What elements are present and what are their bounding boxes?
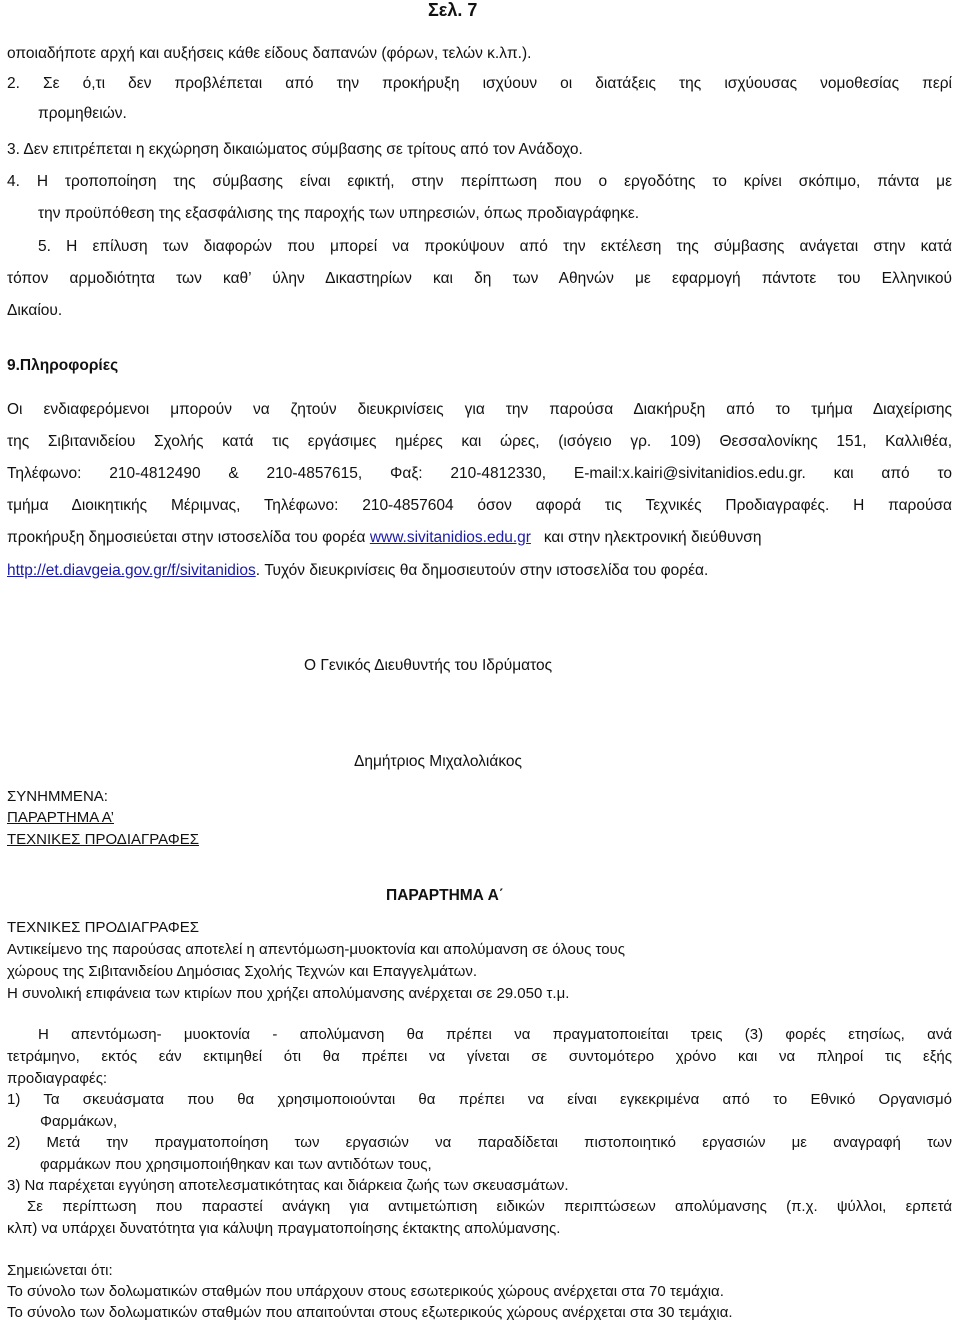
info-heading: 9.Πληροφορίες — [7, 357, 119, 374]
clause-5: 5. Η επίλυση των διαφορών που μπορεί να προκύψουν από την εκτέλεση της σύμβασης ανάγεται στην κατά — [38, 238, 952, 255]
attachment-item: ΠΑΡΑΡΤΗΜΑ Α’ — [7, 809, 114, 826]
annex-text: τετράμηνο, εκτός εάν εκτιμηθεί ότι θα πρέπει να γίνεται σε συντομότερο χρόνο και να πληροί τις εξής — [7, 1048, 952, 1065]
spec-item-cont: Φαρμάκων, — [40, 1113, 118, 1130]
spec-item: 2) Μετά την πραγματοποίηση των εργασιών να παραδίδεται πιστοποιητικό εργασιών με αναγραφή των — [7, 1134, 952, 1151]
clause-5-cont: τόπον αρμοδιότητα των καθ’ ύλην Δικαστηρίων και δη των Αθηνών με εφαρμογή πάντοτε του Ελληνικού — [7, 270, 952, 287]
info-line: της Σιβιτανιδείου Σχολής κατά τις εργάσιμες ημέρες και ώρες, (ισόγειο γρ. 109) Θεσσαλονίκης 151, Καλλιθέα, — [7, 433, 952, 450]
annex-text: Η συνολική επιφάνεια των κτιρίων που χρήζει απολύμανσης ανέρχεται σε 29.050 τ.μ. — [7, 985, 570, 1002]
annex-text: χώρους της Σιβιτανιδείου Δημόσιας Σχολής Τεχνών και Επαγγελμάτων. — [7, 963, 477, 980]
attachment-item: ΤΕΧΝΙΚΕΣ ΠΡΟΔΙΑΓΡΑΦΕΣ — [7, 831, 199, 848]
info-line: Οι ενδιαφερόμενοι μπορούν να ζητούν διευκρινίσεις για την παρούσα Διακήρυξη από το τμήμα Διαχείρισης — [7, 401, 952, 418]
spec-item: 3) Να παρέχεται εγγύηση αποτελεσματικότητας και διάρκεια ζωής των σκευασμάτων. — [7, 1177, 569, 1194]
note-label: Σημειώνεται ότι: — [7, 1262, 113, 1279]
annex-text: κλπ) να υπάρχει δυνατότητα για κάλυψη πραγματοποίησης έκτακτης απολύμανσης. — [7, 1220, 561, 1237]
info-text: προκήρυξη δημοσιεύεται στην ιστοσελίδα του φορέα — [7, 529, 366, 546]
signatory-role: Ο Γενικός Διευθυντής του Ιδρύματος — [304, 657, 553, 674]
clause-5-end: Δικαίου. — [7, 302, 63, 319]
note-line: Το σύνολο των δολωματικών σταθμών που απαιτούνται στους εξωτερικούς χώρους ανέρχεται στα 30 τεμάχια. — [7, 1304, 733, 1321]
annex-subtitle: ΤΕΧΝΙΚΕΣ ΠΡΟΔΙΑΓΡΑΦΕΣ — [7, 919, 199, 936]
info-line: τμήμα Διοικητικής Μέριμνας, Τηλέφωνο: 210-4857604 όσον αφορά τις Τεχνικές Προδιαγραφές. Η παρούσα — [7, 497, 952, 514]
annex-text: προδιαγραφές: — [7, 1070, 108, 1087]
clause-3: 3. Δεν επιτρέπεται η εκχώρηση δικαιώματος σύμβασης σε τρίτους από τον Ανάδοχο. — [7, 141, 583, 158]
page-number: Σελ. 7 — [428, 0, 478, 20]
spec-item: 1) Τα σκευάσματα που θα χρησιμοποιούνται θα πρέπει να είναι εγκεκριμένα από το Εθνικό Οργανισμό — [7, 1091, 952, 1108]
clause-2-cont: προμηθειών. — [38, 105, 127, 122]
annex-text: Αντικείμενο της παρούσας αποτελεί η απεντόμωση-μυοκτονία και απολύμανση σε όλους τους — [7, 941, 625, 958]
website-link[interactable]: www.sivitanidios.edu.gr — [369, 529, 531, 546]
annex-text: Η απεντόμωση- μυοκτονία - απολύμανση θα πρέπει να πραγματοποιείται τρεις (3) φορές ετησίως, ανά — [38, 1026, 952, 1043]
spec-item-cont: φαρμάκων που χρησιμοποιήθηκαν και των αντιδότων τους, — [40, 1156, 432, 1173]
info-line — [7, 561, 708, 581]
clause-2: 2. Σε ό,τι δεν προβλέπεται από την προκήρυξη ισχύουν οι διατάξεις της ισχύουσας νομοθεσίας περί — [7, 75, 952, 92]
clause-text: οποιαδήποτε αρχή και αυξήσεις κάθε είδους δαπανών (φόρων, τελών κ.λπ.). — [7, 45, 532, 62]
info-text: και στην ηλεκτρονική διεύθυνση — [543, 529, 762, 546]
diavgeia-link[interactable]: http://et.diavgeia.gov.gr/f/sivitanidios — [7, 562, 256, 579]
info-line — [7, 528, 761, 548]
attachments-label: ΣΥΝΗΜΜΕΝΑ: — [7, 788, 108, 805]
info-line: Τηλέφωνο: 210-4812490 & 210-4857615, Φαξ: 210-4812330, E-mail:x.kairi@sivitanidios.edu.gr. και από το — [7, 465, 952, 482]
annex-title: ΠΑΡΑΡΤΗΜΑ Α΄ — [386, 887, 504, 904]
signatory-name: Δημήτριος Μιχαλολιάκος — [354, 753, 522, 770]
clause-4: 4. Η τροποποίηση της σύμβασης είναι εφικτή, στην περίπτωση που ο εργοδότης το κρίνει σκόπιμο, πάντα με — [7, 173, 952, 190]
clause-4-cont: την προϋπόθεση της εξασφάλισης της παροχής των υπηρεσιών, όπως προδιαγράφηκε. — [38, 205, 640, 222]
annex-text: Σε περίπτωση που παραστεί ανάγκη για αντιμετώπιση ειδικών περιπτώσεων απολύμανσης (π.χ. ψύλλοι, ερπετά — [27, 1198, 952, 1215]
note-line: Το σύνολο των δολωματικών σταθμών που υπάρχουν στους εσωτερικούς χώρους ανέρχεται στα 70 τεμάχια. — [7, 1283, 724, 1300]
info-text: . Τυχόν διευκρινίσεις θα δημοσιευτούν στην ιστοσελίδα του φορέα. — [255, 562, 709, 579]
